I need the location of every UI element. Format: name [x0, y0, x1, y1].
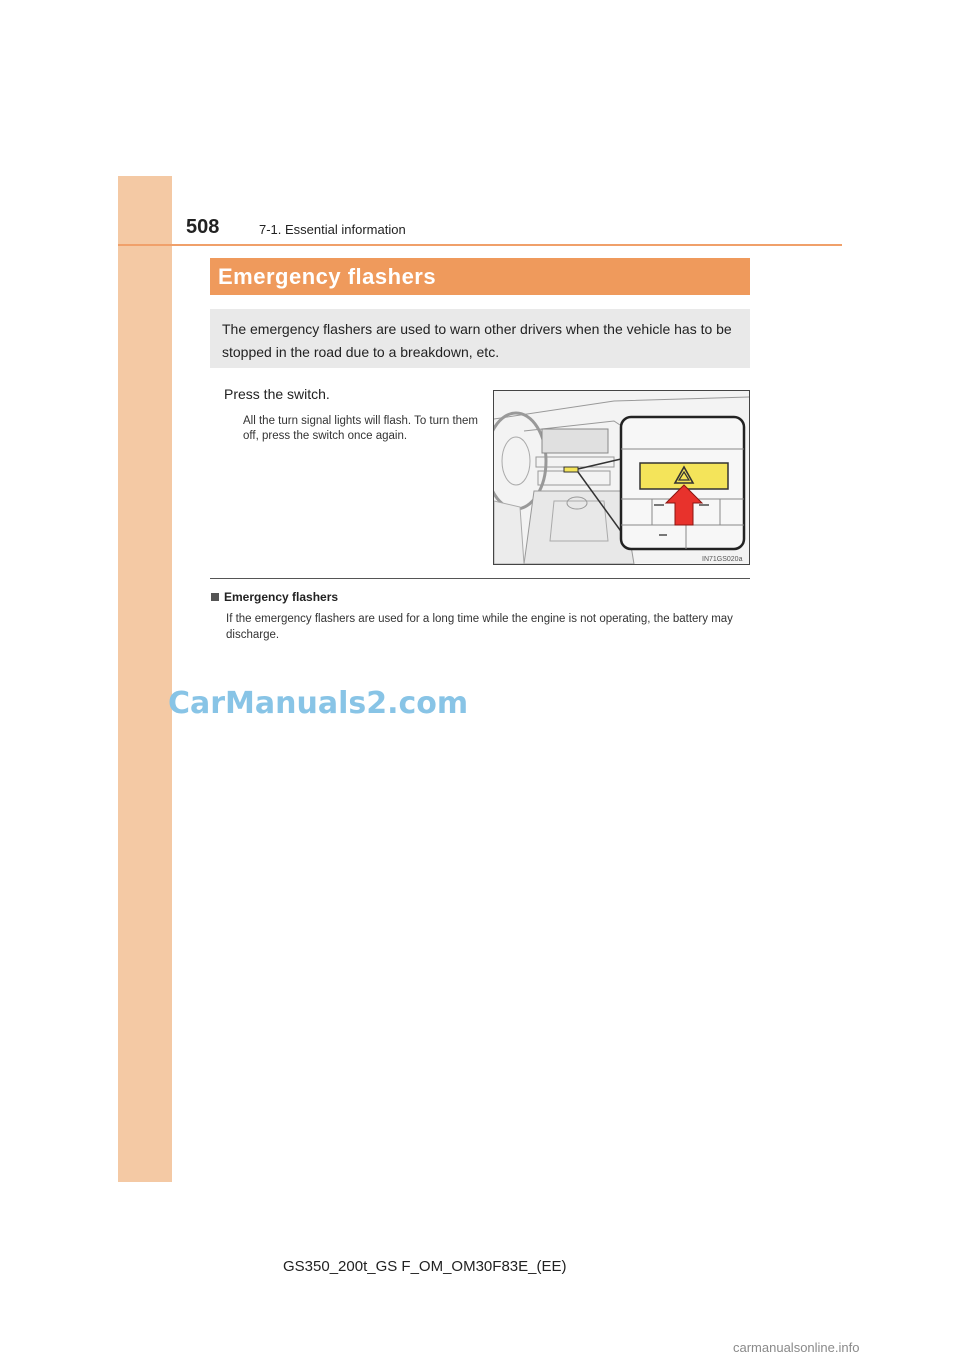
dashboard-illustration	[493, 390, 750, 565]
illustration-code: IN71GS020a	[702, 556, 743, 563]
page-number: 508	[186, 216, 220, 238]
watermark-logo: CarManuals2.com	[168, 686, 469, 721]
dash-hazard-switch	[564, 467, 578, 472]
section-title: Emergency flashers	[218, 264, 437, 289]
intro-box	[210, 309, 750, 368]
section-divider	[210, 578, 750, 579]
footer-code: GS350_200t_GS F_OM_OM30F83E_(EE)	[283, 1258, 567, 1275]
note-heading-text: Emergency flashers	[224, 590, 339, 604]
side-color-band	[118, 176, 172, 1182]
step-instruction: Press the switch.	[224, 386, 330, 402]
chapter-title: 7-1. Essential information	[259, 222, 406, 237]
section-title-bar	[210, 258, 750, 295]
step-note: All the turn signal lights will flash. To turn them off, press the switch once again.	[243, 415, 479, 442]
note-heading	[211, 590, 338, 604]
square-bullet-icon	[211, 593, 219, 601]
intro-text: The emergency flashers are used to warn other drivers when the vehicle has to be stopped in the road due to a breakdown, etc.	[222, 321, 732, 360]
footer-site: carmanualsonline.info	[733, 1340, 860, 1355]
dashboard-drawing	[494, 391, 749, 564]
note-body: If the emergency flashers are used for a long time while the engine is not operating, the battery may discharge.	[226, 613, 733, 641]
header-rule	[118, 244, 842, 246]
